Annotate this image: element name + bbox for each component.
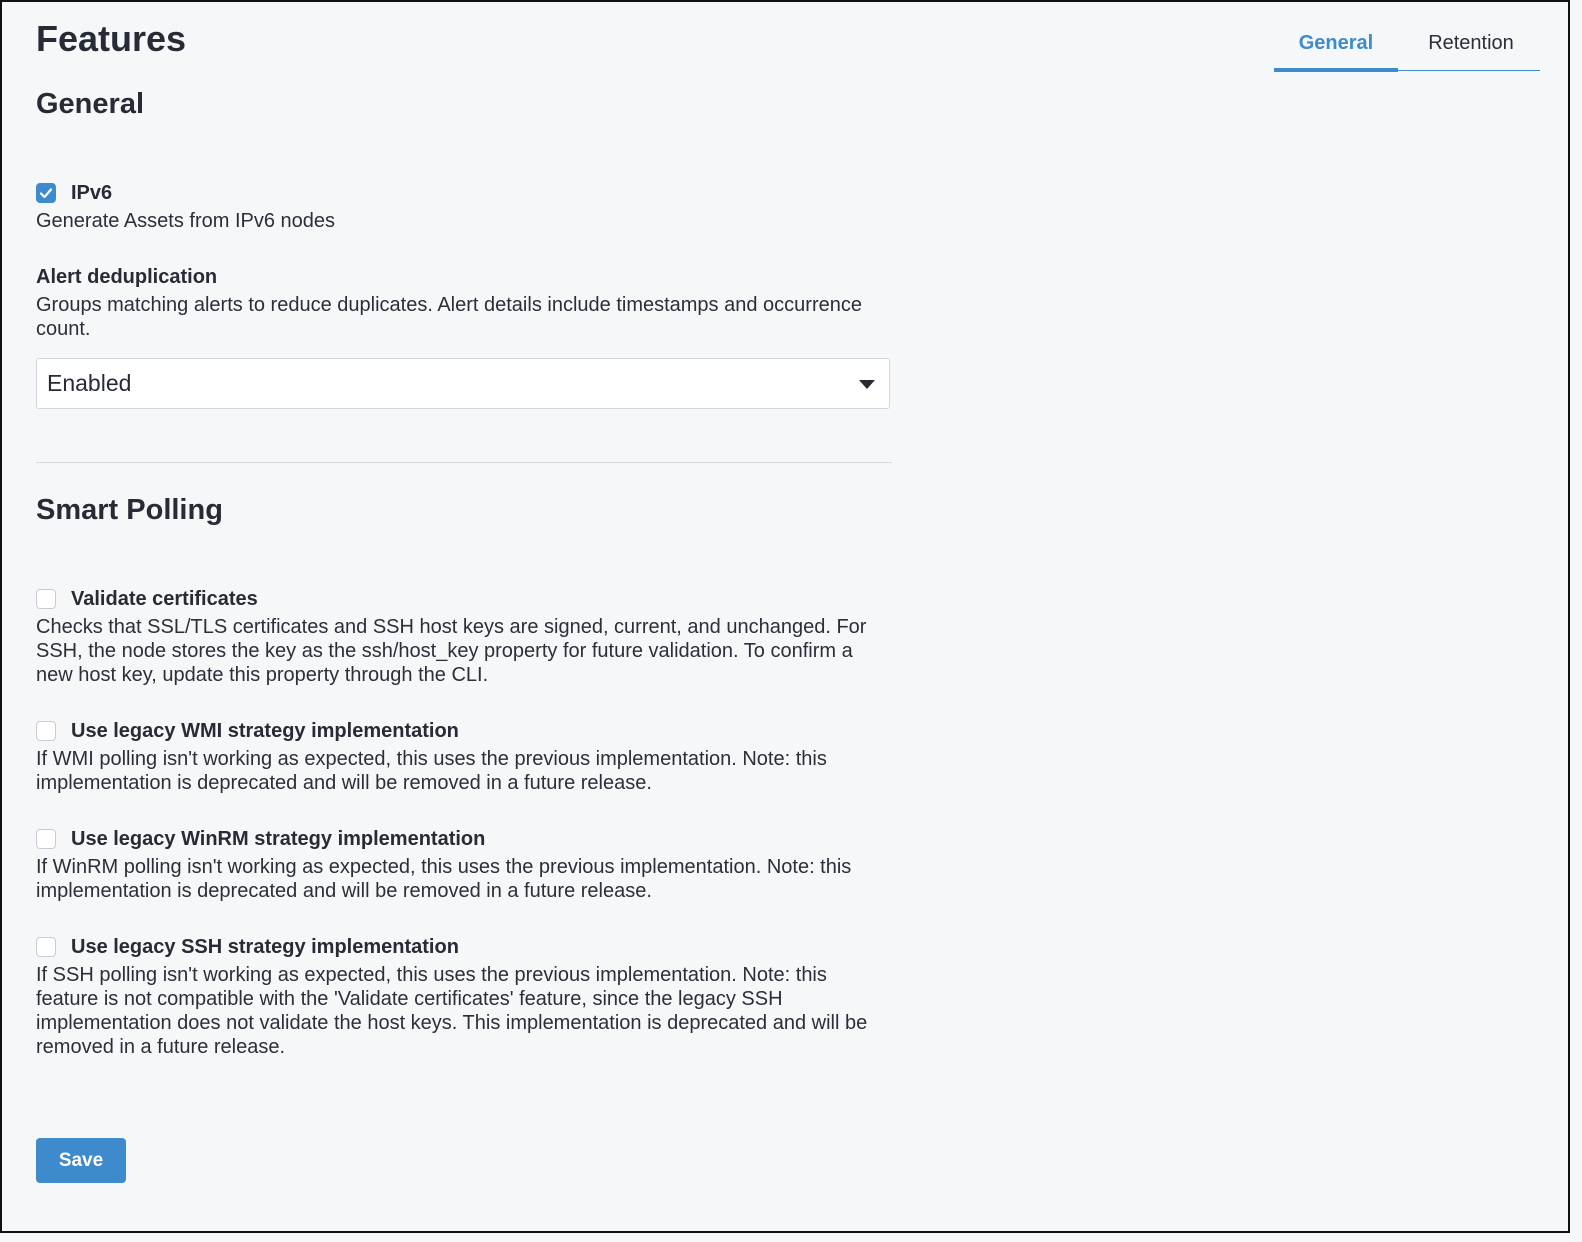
smart-polling-section-heading: Smart Polling [36,494,223,526]
legacy-ssh-description: If SSH polling isn't working as expected, this uses the previous implementation. Note: this feature is not compatible with the 'Validate certificates' feature, since the legacy SSH implementation does not validate the host keys. This implementation is deprecated and will be removed in a future release. [36,964,868,1058]
ipv6-label: IPv6 [71,182,113,204]
legacy-ssh-label: Use legacy SSH strategy implementation [71,936,459,958]
legacy-wmi-description: If WMI polling isn't working as expected, this uses the previous implementation. Note: this implementation is deprecated and will be removed in a future release. [36,748,827,794]
legacy-ssh-checkbox[interactable] [36,937,56,957]
section-divider [36,462,892,463]
alert-dedup-description: Groups matching alerts to reduce duplicates. Alert details include timestamps and occurrence count. [36,294,862,340]
alert-dedup-label: Alert deduplication [36,266,218,288]
tab-bar [1274,28,1540,71]
page-title: Features [36,18,187,59]
legacy-wmi-checkbox[interactable] [36,721,56,741]
tab-general[interactable]: General [1274,28,1398,72]
save-button[interactable]: Save [36,1138,126,1183]
validate-certificates-label: Validate certificates [71,588,258,610]
legacy-winrm-description: If WinRM polling isn't working as expected, this uses the previous implementation. Note: this implementation is deprecated and will be removed in a future release. [36,856,852,902]
validate-certificates-checkbox[interactable] [36,589,56,609]
legacy-wmi-label: Use legacy WMI strategy implementation [71,720,459,742]
caret-down-icon [859,380,875,389]
alert-dedup-select[interactable] [36,358,890,409]
legacy-winrm-checkbox[interactable] [36,829,56,849]
legacy-winrm-label: Use legacy WinRM strategy implementation [71,828,486,850]
validate-certificates-description: Checks that SSL/TLS certificates and SSH host keys are signed, current, and unchanged. For SSH, the node stores the key as the ssh/host_key property for future validation. To confirm a new host key, update this property through the CLI. [36,616,867,686]
ipv6-checkbox[interactable] [36,183,56,203]
general-section-heading: General [36,88,144,120]
tab-retention[interactable]: Retention [1428,32,1514,54]
checkmark-icon [39,186,53,200]
ipv6-description: Generate Assets from IPv6 nodes [36,210,336,232]
alert-dedup-selected-value: Enabled [47,370,132,396]
